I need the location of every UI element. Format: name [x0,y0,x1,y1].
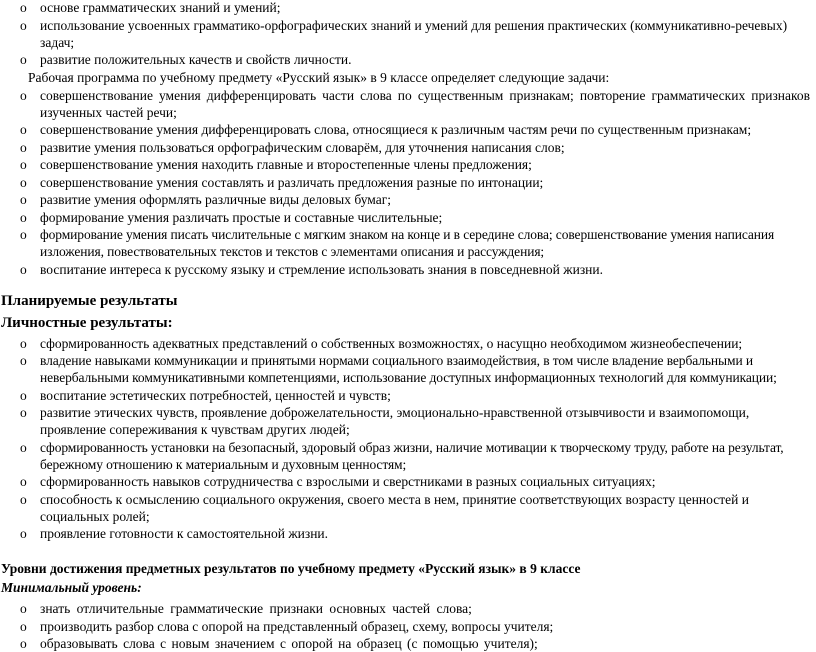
bullet-icon: o [20,474,27,489]
bullet-icon: o [20,405,27,420]
bullet-icon: o [20,261,27,277]
minimal-level-list [0,600,816,652]
list-item: o формирование умения различать простые и составные числительные; [20,209,443,225]
list-item: o формирование умения писать числительные с мягким знаком на конце и в середине слова; совершенствование умения написания изложения, повествовательных текстов и текстов с элементами описания и рассуждения; [20,227,775,259]
bullet-icon: o [20,335,27,351]
heading-personal-results: Личностные результаты: [1,314,173,331]
bullet-icon: o [20,636,27,651]
list-item: o воспитание интереса к русскому языку и стремление использовать знания в повседневной жизни. [20,261,603,277]
list-item: o образовывать слова с новым значением с опорой на образец (с помощью учителя); [20,636,538,651]
heading-achievement-levels: Уровни достижения предметных результатов по учебному предмету «Русский язык» в 9 классе [1,561,581,576]
list-item: o сформированность навыков сотрудничества с взрослыми и сверстниками в разных социальных ситуациях; [20,474,656,489]
list-item: o воспитание эстетических потребностей, ценностей и чувств; [20,387,391,403]
bullet-icon: o [20,439,27,455]
list-item: o производить разбор слова с опорой на представленный образец, схему, вопросы учителя; [20,618,554,634]
heading-planned-results: Планируемые результаты [1,292,178,309]
bullet-icon: o [20,387,27,403]
list-item: o сформированность установки на безопасный, здоровый образ жизни, наличие мотивации к творческому труду, работе на результат, бережному отношению к материальным и духовным ценностям; [20,439,784,472]
bullet-icon: o [20,192,27,207]
heading-minimal-level: Минимальный уровень: [1,580,142,595]
bullet-icon: o [20,601,27,616]
bullet-icon: o [20,139,27,155]
bullet-icon: o [20,491,27,507]
bullet-icon: o [20,122,27,137]
list-item: o использование усвоенных грамматико-орфографических знаний и умений для решения практических (коммуникативно-речевых) задач; [20,17,788,50]
bullet-icon: o [20,52,27,67]
bullet-icon: o [20,353,27,368]
list-item: o сформированность адекватных представлений о собственных возможностях, о насущно необходимом жизнеобеспечении; [20,335,743,351]
list-item: o развитие этических чувств, проявление доброжелательности, эмоционально-нравственной отзывчивости и взаимопомощи, проявление сопереживания к чувствам других людей; [20,405,750,437]
list-item: o развитие умения пользоваться орфографическим словарём, для уточнения написания слов; [20,139,565,155]
list-item: o совершенствование умения находить главные и второстепенные члены предложения; [20,157,532,172]
list-item: o знать отличительные грамматические признаки основных частей слова; [20,601,472,616]
list-item: o способность к осмыслению социального окружения, своего места в нем, принятие соответствующих возрасту ценностей и социальных ролей; [20,491,749,524]
list-item: o развитие умения оформлять различные виды деловых бумаг; [20,192,391,207]
bullet-icon: o [20,209,27,225]
tasks-list [0,87,816,278]
list-item: o развитие положительных качеств и свойств личности. [20,52,352,67]
list-item: o основе грамматических знаний и умений; [20,0,281,15]
bullet-icon: o [20,0,27,15]
bullet-icon: o [20,618,27,634]
bullet-icon: o [20,17,27,33]
personal-results-list [0,335,816,543]
bullet-icon: o [20,174,27,190]
bullet-icon: o [20,87,27,103]
bullet-icon: o [20,227,27,242]
top-list [0,0,816,68]
bullet-icon: o [20,526,27,541]
list-item: o совершенствование умения дифференцировать слова, относящиеся к различным частям речи по существенным признакам; [20,122,752,137]
list-item: o совершенствование умения составлять и различать предложения разные по интонации; [20,174,544,190]
list-item: o владение навыками коммуникации и принятыми нормами социального взаимодействия, в том числе владение вербальными и невербальными коммуникативными компетенциями, использование доступных информационных технологий для коммуникации; [20,353,777,385]
list-item: o проявление готовности к самостоятельной жизни. [20,526,329,541]
tasks-intro: Рабочая программа по учебному предмету «Русский язык» в 9 классе определяет следующие задачи: [28,69,610,85]
list-item: o совершенствование умения дифференцировать части слова по существенным признакам; повторение грамматических признаков изученных частей речи; [20,87,810,120]
bullet-icon: o [20,157,27,172]
